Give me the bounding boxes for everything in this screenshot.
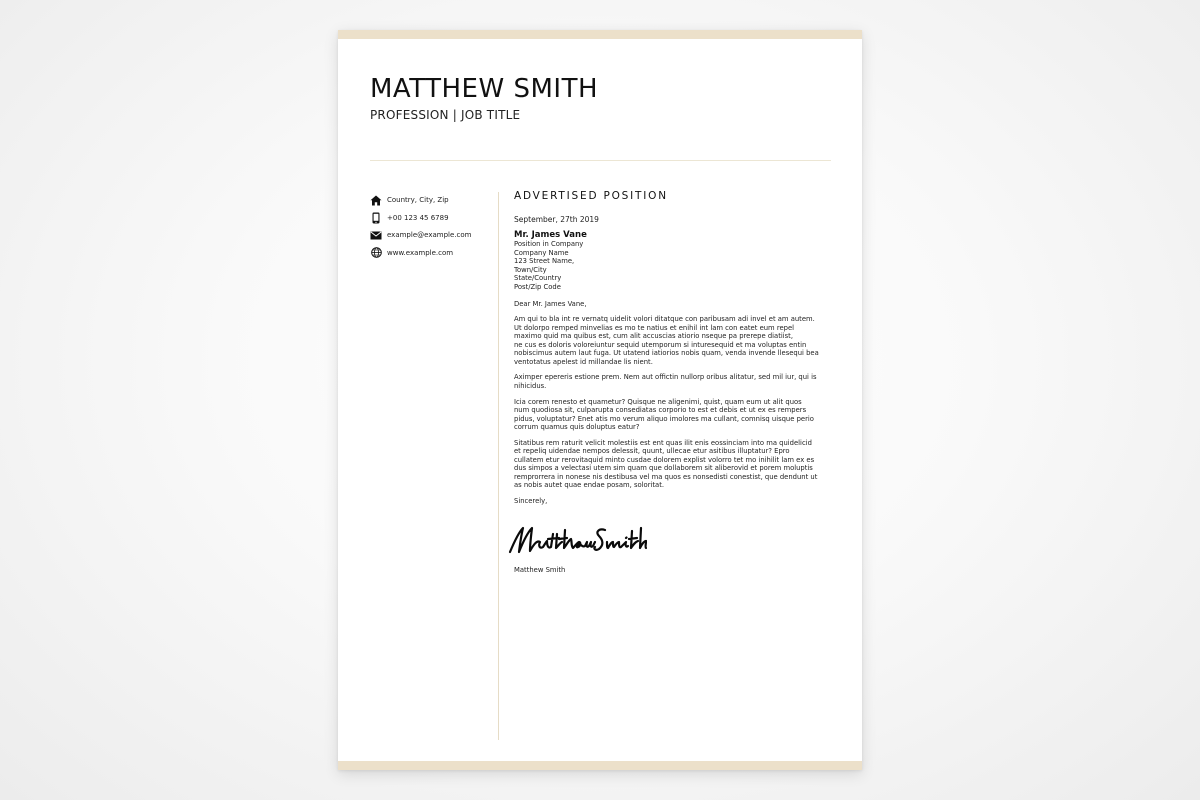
paragraph-line: corrum quamus quis doluptus eatur? [514,423,640,432]
paragraph-line: pidus, voluptatur? Enet atis mo verum aliquo imolores ma cullant, comnisq uisque perio [514,414,814,423]
header-divider [370,160,831,161]
globe-icon [370,247,382,259]
recipient-address [514,240,834,292]
contact-list [370,194,490,264]
email-text: example@example.com [387,231,472,239]
letter-date: September, 27th 2019 [514,215,599,224]
address-line: 123 Street Name, [514,257,575,266]
paragraph-line: et repeliq uidendae nempos delessit, quunt, ullecae etur asitibus illuptatur? Epro [514,447,790,456]
body-paragraph [514,398,834,432]
address-line: Company Name [514,248,569,257]
paragraph-line: remprorrera in nonese nis destibusa vel ma quos es nonsedisti conestist, que dendunt ut [514,472,818,481]
contact-email [370,229,490,241]
paragraph-line: nobiscimus autem laut fuga. Ut utatend iatiorios nobis quam, venda invende llesequi bea [514,349,819,358]
address-line: Post/Zip Code [514,282,561,291]
paragraph-line: Sitatibus rem raturit velicit molestiis est ent quas ilit enis eossinciam into ma quidelicid [514,438,812,447]
contact-website [370,247,490,259]
paragraph-line: Ut dolorpo remped minvelias es mo te natius et enihil int lam con eatet eum repel [514,323,795,332]
paragraph-line: nihicidus. [514,381,547,390]
salutation: Dear Mr. James Vane, [514,299,587,308]
top-accent-band [338,30,862,39]
paragraph-line: ventotatus apelest id millandae lis nient. [514,357,653,366]
paragraph-line: Aximper epereris estione prem. Nem aut offictin nullorp oribus alitatur, sed mil iur, qui is [514,373,817,382]
handwritten-signature [507,522,647,556]
section-title: ADVERTISED POSITION [514,190,668,202]
contact-phone [370,212,490,224]
closing: Sincerely, [514,497,548,505]
letter-body [514,190,834,574]
paragraph-line: maximo quid ma quibus est, cum alit accuscias atiorio nseque pa prerepe diatiist, [514,332,794,341]
paragraph-line: dus simpos a velectasi utem sim quam que dollaborem sit aliberovid et porem moluptis [514,464,813,473]
bottom-accent-band [338,761,862,770]
mail-icon [370,229,382,241]
profession-title: PROFESSION | JOB TITLE [370,108,521,122]
candidate-name: MATTHEW SMITH [370,74,598,104]
paragraph-line: Am qui to bla int re vernatq uidelit volori ditatque con paribusam adi invel et am autem. [514,315,815,324]
contact-address [370,194,490,206]
resume-page [338,30,862,770]
signer-name: Matthew Smith [514,565,566,574]
paragraph-line: cullatem etur rerovitaquid minto cusdae dolorem explist volorro tet mo inihilit lam ex es [514,455,815,464]
website-text: www.example.com [387,248,454,257]
recipient-name: Mr. James Vane [514,230,587,240]
address-line: State/Country [514,274,562,283]
paragraph-line: as nobis autet quae endae posam, soloritat. [514,481,665,490]
body-paragraph [514,439,834,490]
body-paragraph [514,315,834,366]
address-line: Position in Company [514,240,584,248]
address-line: Town/City [514,265,547,274]
address-text: Country, City, Zip [387,196,449,204]
body-paragraph [514,373,834,390]
paragraph-line: Icia corem renesto et quametur? Quisque ne aligenimi, quist, quam eum ut alit quos [514,397,802,406]
paragraph-line: ne cus es doloris voloreiuntur sequid utemporum si inturesequid et ma voluptas entin [514,340,807,349]
paragraph-line: num quodiosa sit, culparupta consediatas corporio to est et debis et ut ex es rempers [514,406,807,415]
home-icon [370,194,382,206]
column-divider [498,192,499,740]
phone-text: +00 123 45 6789 [387,213,449,222]
phone-icon [370,212,382,224]
